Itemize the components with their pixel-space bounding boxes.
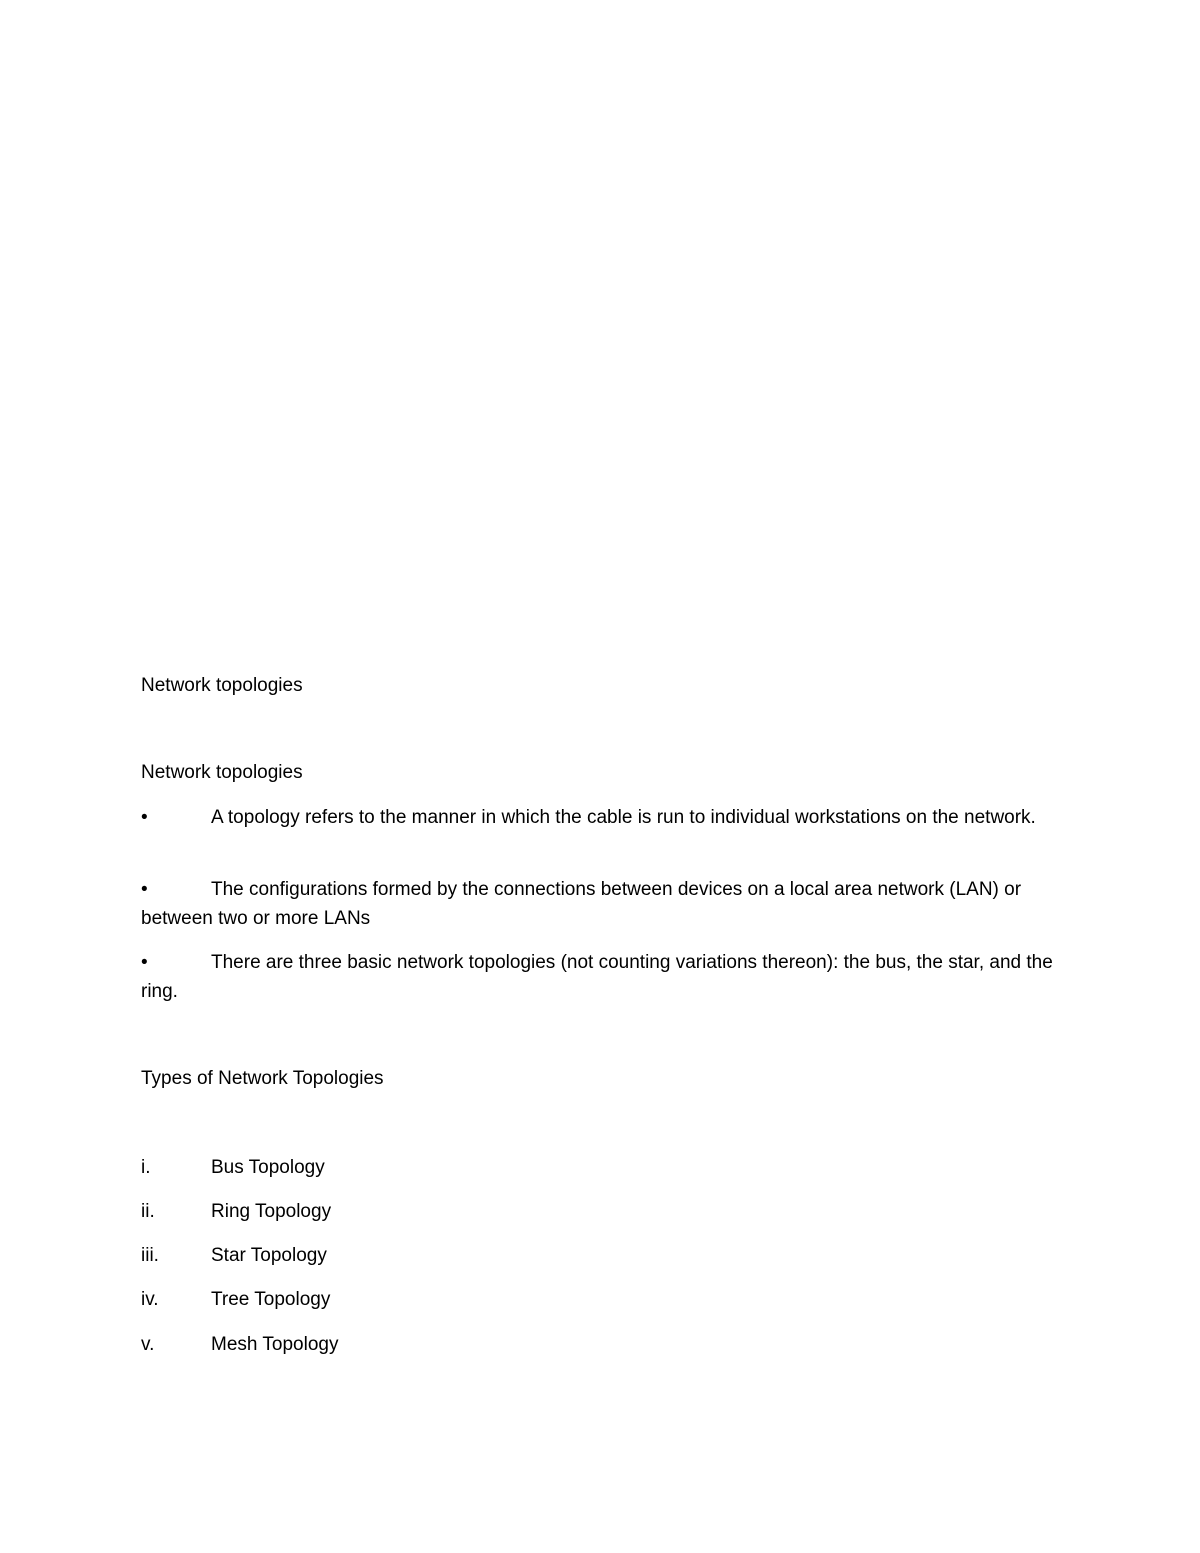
bullet-item — [141, 803, 1061, 832]
bullet-text: There are three basic network topologies (not counting variations thereon): the bus, the star, and the ring. — [141, 952, 1053, 1002]
list-label: Tree Topology — [211, 1289, 331, 1310]
bullet-marker: • — [141, 879, 148, 900]
list-item — [141, 1153, 325, 1182]
list-number: i. — [141, 1157, 151, 1178]
document-title: Network topologies — [141, 675, 303, 696]
bullet-item — [141, 875, 1061, 933]
types-heading: Types of Network Topologies — [141, 1068, 384, 1089]
bullet-marker: • — [141, 952, 148, 973]
list-item — [141, 1330, 338, 1359]
bullet-text: The configurations formed by the connections between devices on a local area network (LAN) or between two or more LANs — [141, 879, 1022, 929]
list-label: Star Topology — [211, 1245, 327, 1266]
list-item — [141, 1241, 327, 1270]
list-number: iii. — [141, 1245, 159, 1266]
list-item — [141, 1285, 330, 1314]
bullet-marker: • — [141, 807, 148, 828]
list-label: Mesh Topology — [211, 1334, 339, 1355]
bullet-item — [141, 948, 1061, 1006]
list-label: Ring Topology — [211, 1201, 332, 1222]
bullet-text: A topology refers to the manner in which the cable is run to individual workstations on the network. — [211, 807, 1036, 828]
list-label: Bus Topology — [211, 1157, 325, 1178]
list-item — [141, 1197, 331, 1226]
list-number: ii. — [141, 1201, 155, 1222]
list-number: v. — [141, 1334, 155, 1355]
section-heading: Network topologies — [141, 762, 303, 783]
list-number: iv. — [141, 1289, 159, 1310]
